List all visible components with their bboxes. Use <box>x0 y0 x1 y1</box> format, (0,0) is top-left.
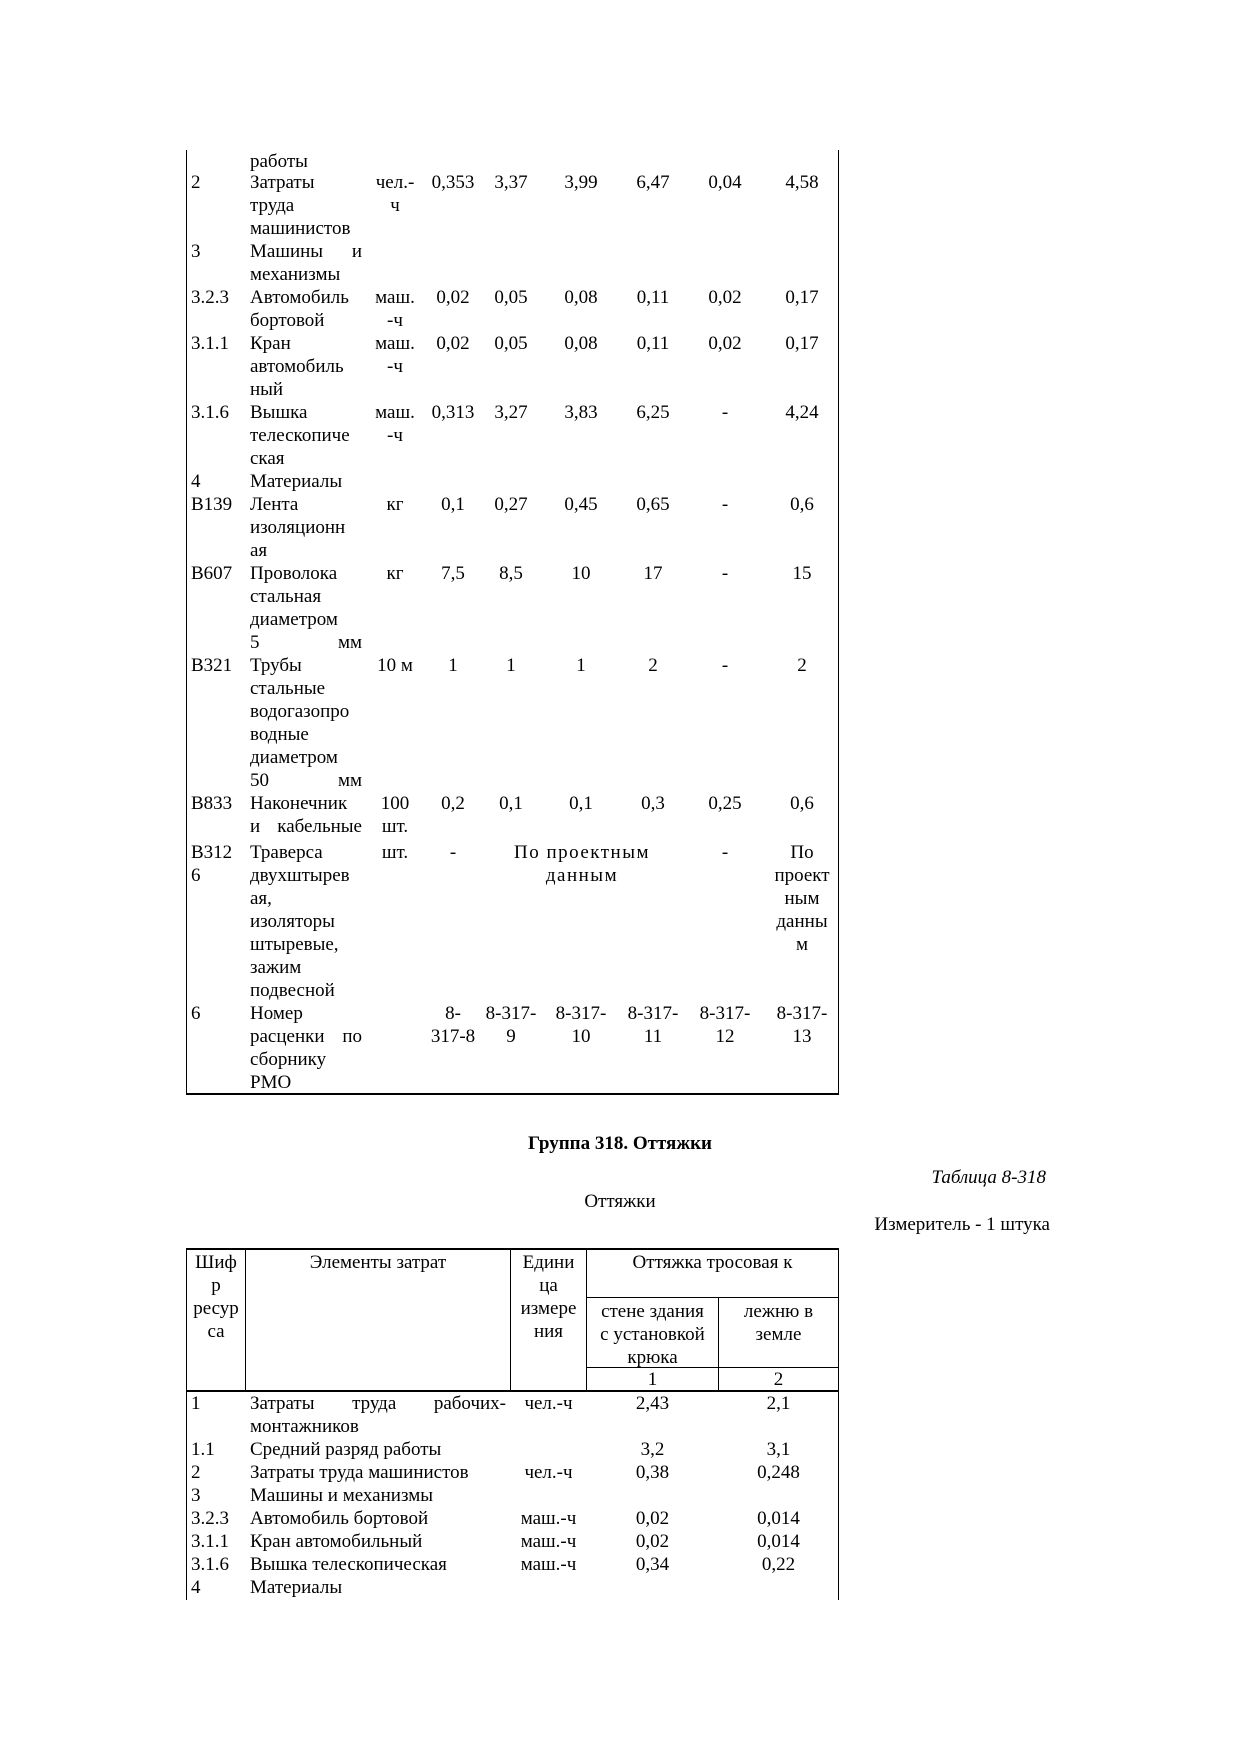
cell-name: Затраты труда машинистов <box>250 172 351 239</box>
cell-value: 0,248 <box>757 1462 800 1483</box>
cell-unit: 100 шт. <box>380 793 410 837</box>
cell-value: 0,05 <box>494 287 528 308</box>
table-right-border <box>838 150 839 1094</box>
cell-value: 0,34 <box>635 1554 670 1575</box>
table-label: Таблица 8-318 <box>931 1167 1046 1188</box>
cell-name: Наконечник и кабельные <box>250 793 362 837</box>
cell-name: Затраты труда рабочих- монтажников <box>250 1393 506 1437</box>
cell-value: 8- 317-8 <box>430 1003 476 1047</box>
cell-value: 1 <box>506 655 516 676</box>
cell-code: 4 <box>191 471 201 492</box>
table-right-border <box>838 1248 839 1600</box>
cell-value: 2 <box>797 655 807 676</box>
cell-name: Автомобиль бортовой <box>250 1508 429 1529</box>
cell-unit: кг <box>386 563 404 584</box>
cell-value: 0,25 <box>708 793 742 814</box>
header-sub-wall: стене здания с установкой крюка <box>600 1301 705 1368</box>
cell-name: Траверса двухштырев ая, изоляторы штыревые, зажим подвесной <box>250 842 350 1001</box>
cell-unit: маш.-ч <box>520 1531 577 1552</box>
cell-code: В607 <box>191 563 233 584</box>
cell-code: 3.1.1 <box>191 1531 229 1552</box>
cell-value: 10 <box>571 563 591 584</box>
cell-name: Вышка телескопическая <box>250 1554 447 1575</box>
header-code: Шиф р ресур са <box>193 1252 239 1342</box>
cell-unit: кг <box>386 494 404 515</box>
cell-value: 0,08 <box>564 287 598 308</box>
cell-value: 0,65 <box>636 494 670 515</box>
cell-value: 0,45 <box>564 494 598 515</box>
cell-value: 0,02 <box>708 333 742 354</box>
group-title: Группа 318. Оттяжки <box>528 1133 712 1154</box>
cell-value: 0,05 <box>494 333 528 354</box>
cell-code: 3.2.3 <box>191 1508 229 1529</box>
cell-code: В312 6 <box>191 842 233 886</box>
cell-code: 2 <box>191 172 201 193</box>
cell-code: 3 <box>191 1485 201 1506</box>
cell-value: 2,1 <box>766 1393 791 1414</box>
cell-code: В321 <box>191 655 233 676</box>
cell-value: 8-317- 13 <box>776 1003 828 1047</box>
cell-code: В833 <box>191 793 233 814</box>
cell-code: 4 <box>191 1577 201 1598</box>
table-caption: Оттяжки <box>584 1191 656 1212</box>
cell-value: 7,5 <box>441 563 465 584</box>
header-group: Оттяжка тросовая к <box>632 1252 793 1273</box>
cell-value: 0,014 <box>757 1531 800 1552</box>
cell-value: 4,24 <box>785 402 819 423</box>
cell-value: 0,11 <box>636 287 670 308</box>
header-num-2: 2 <box>773 1369 784 1390</box>
cell-value: 0,17 <box>785 333 819 354</box>
cell-value: 2,43 <box>635 1393 670 1414</box>
cell-value: 8-317- 10 <box>555 1003 607 1047</box>
cell-value: 0,02 <box>635 1531 670 1552</box>
cell-value: 8-317- 12 <box>699 1003 751 1047</box>
cell-value: 0,02 <box>635 1508 670 1529</box>
cell-unit: маш. -ч <box>375 333 415 377</box>
cell-name: Вышка телескопиче ская <box>250 402 350 469</box>
cell-value: 0,02 <box>436 287 470 308</box>
cell-value: 0,313 <box>431 402 475 423</box>
header-unit: Едини ца измере ния <box>520 1252 577 1342</box>
cell-name: Материалы <box>250 471 343 492</box>
cell-value: 0,08 <box>564 333 598 354</box>
cell-name: Автомобиль бортовой <box>250 287 349 331</box>
cell-code: 1.1 <box>191 1439 215 1460</box>
cell-unit: маш.-ч <box>520 1508 577 1529</box>
cell-value: 3,83 <box>564 402 598 423</box>
cell-unit: чел.-ч <box>524 1393 573 1414</box>
cell-name: Машины и механизмы <box>250 241 362 285</box>
cell-value: 0,6 <box>790 793 814 814</box>
cell-merged-value: По проектным данным <box>513 842 651 886</box>
cell-value: 0,2 <box>441 793 465 814</box>
cell-value: - <box>721 842 729 863</box>
cell-value: 6,47 <box>636 172 670 193</box>
table-top-border <box>186 1248 839 1250</box>
cell-value: 0,1 <box>441 494 465 515</box>
cell-value: 2 <box>648 655 658 676</box>
cell-value: - <box>721 655 729 676</box>
cell-value: 1 <box>448 655 458 676</box>
cell-value: 15 <box>792 563 812 584</box>
cell-code: 6 <box>191 1003 201 1024</box>
cell-value: По проект ным данны м <box>774 842 830 955</box>
cell-value: 0,17 <box>785 287 819 308</box>
cell-value: - <box>721 494 729 515</box>
cell-name: Кран автомобиль ный <box>250 333 344 400</box>
cell-code: 3.1.1 <box>191 333 229 354</box>
cell-code: 3 <box>191 241 201 262</box>
cell-code: В139 <box>191 494 233 515</box>
cell-unit: 10 м <box>377 655 413 676</box>
cell-value: 8-317- 9 <box>485 1003 537 1047</box>
cell-value: 0,1 <box>499 793 523 814</box>
cell-name: Лента изоляционн ая <box>250 494 346 561</box>
cell-code: 3.2.3 <box>191 287 229 308</box>
header-divider <box>586 1297 839 1298</box>
cell-unit: шт. <box>381 842 409 863</box>
cell-value: 3,27 <box>494 402 528 423</box>
cell-unit: маш. -ч <box>375 287 415 331</box>
cell-value: 0,11 <box>636 333 670 354</box>
cell-value: - <box>449 842 457 863</box>
cell-value: 3,1 <box>766 1439 791 1460</box>
cell-code: 3.1.6 <box>191 1554 229 1575</box>
cell-value: 0,6 <box>790 494 814 515</box>
cell-fragment: работы <box>250 151 308 172</box>
cell-value: 4,58 <box>785 172 819 193</box>
cell-value: 17 <box>643 563 663 584</box>
cell-value: 8-317- 11 <box>627 1003 679 1047</box>
cell-value: 3,37 <box>494 172 528 193</box>
cell-value: 0,1 <box>569 793 593 814</box>
meter-label: Измеритель - 1 штука <box>874 1214 1050 1235</box>
header-sub-ground: лежню в земле <box>743 1301 814 1345</box>
cell-name: Машины и механизмы <box>250 1485 433 1506</box>
table-left-border <box>186 150 187 1094</box>
cell-name: Проволока стальная диаметром 5 мм <box>250 563 362 653</box>
cell-value: 3,2 <box>640 1439 665 1460</box>
cell-unit: чел.-ч <box>524 1462 573 1483</box>
cell-code: 1 <box>191 1393 201 1414</box>
cell-value: 6,25 <box>636 402 670 423</box>
cell-unit: маш. -ч <box>375 402 415 446</box>
cell-name: Трубы стальные водогазопро водные диаметром 50 мм <box>250 655 362 791</box>
cell-value: 1 <box>576 655 586 676</box>
header-elements: Элементы затрат <box>309 1252 447 1273</box>
cell-name: Средний разряд работы <box>250 1439 442 1460</box>
cell-value: - <box>721 563 729 584</box>
cell-value: 3,99 <box>564 172 598 193</box>
cell-value: 0,02 <box>436 333 470 354</box>
cell-value: 0,04 <box>708 172 742 193</box>
cell-unit: маш.-ч <box>520 1554 577 1575</box>
cell-name: Номер расценки по сборнику РМО <box>250 1003 362 1093</box>
cell-value: 0,02 <box>708 287 742 308</box>
cell-unit: чел.- ч <box>375 172 415 216</box>
cell-code: 2 <box>191 1462 201 1483</box>
cell-value: 8,5 <box>499 563 523 584</box>
header-num-1: 1 <box>647 1369 658 1390</box>
cell-code: 3.1.6 <box>191 402 229 423</box>
cell-value: 0,38 <box>635 1462 670 1483</box>
cell-value: 0,3 <box>641 793 665 814</box>
cell-name: Материалы <box>250 1577 343 1598</box>
cell-value: 0,014 <box>757 1508 800 1529</box>
cell-name: Кран автомобильный <box>250 1531 423 1552</box>
cell-value: 0,27 <box>494 494 528 515</box>
cell-value: 0,353 <box>431 172 475 193</box>
cell-value: - <box>721 402 729 423</box>
cell-value: 0,22 <box>761 1554 796 1575</box>
cell-name: Затраты труда машинистов <box>250 1462 469 1483</box>
